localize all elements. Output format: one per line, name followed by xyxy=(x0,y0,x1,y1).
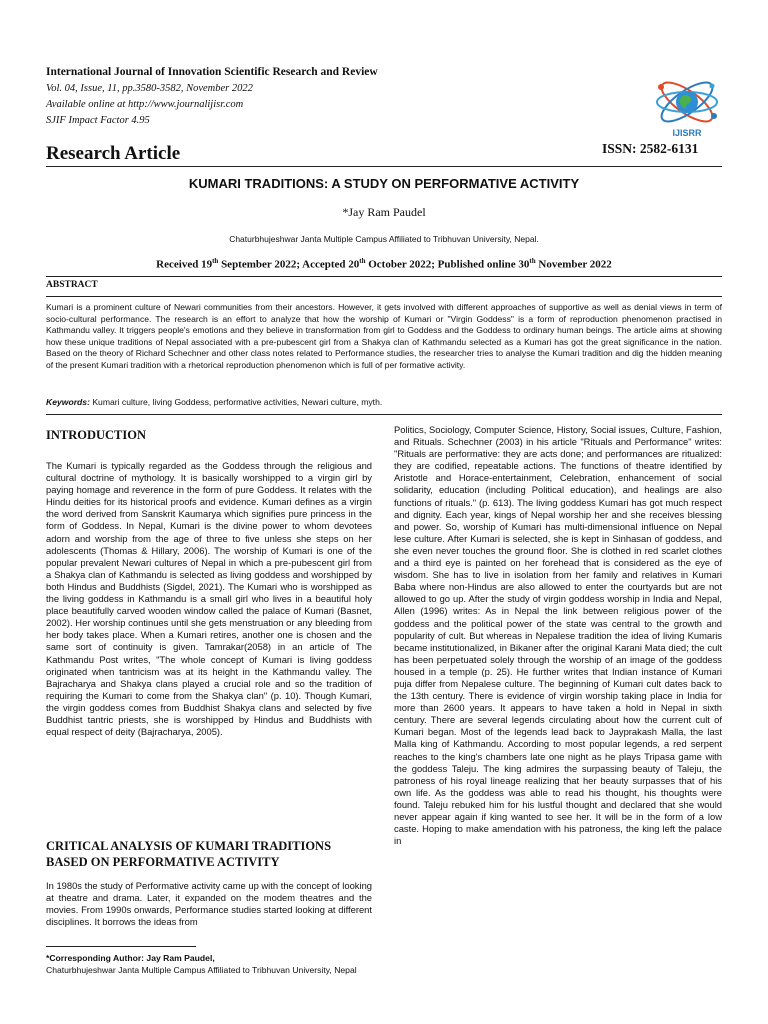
journal-logo xyxy=(652,72,722,144)
article-dates: Received 19th September 2022; Accepted 20th October 2022; Published online 30th November 2022 xyxy=(156,257,612,271)
intro-heading: INTRODUCTION xyxy=(46,428,147,442)
article-title: KUMARI TRADITIONS: A STUDY ON PERFORMATIVE ACTIVITY xyxy=(188,176,580,191)
article-type: Research Article xyxy=(46,143,181,164)
corresponding-author: *Corresponding Author: Jay Ram Paudel, Chaturbhujeshwar Janta Multiple Campus Affiliated to Tribhuvan University, Nepal xyxy=(46,953,357,975)
author-affiliation: Chaturbhujeshwar Janta Multiple Campus Affiliated to Tribhuvan University, Nepal. xyxy=(229,234,539,244)
abstract-top-rule xyxy=(46,276,722,277)
logo-text: IJISRR xyxy=(672,128,702,138)
intro-text: The Kumari is typically regarded as the Goddess through the religious and cultural doctrine of mythology. It is basically worshipped to a virgin girl by paying homage and reverence in the form of pure Goddess. It relates with the Hindu deities for its historical proofs and evidence. Kumari defines as a virgin the word derived from Sanskrit Kaumarya which signifies pure princess in the form of Goddess. In Nepal, Kumari is the divine power to whom devotees adorn and worship from the age of three to five unless she steps on her adolescents (Thomas & Hillary, 2006). The worship of Kumari is one of the popular prevalent Newari cultures of Nepal in which a pre-pubescent girl from a Shakya clan of Kathmandu is selected as living goddess and worshipped by both Hindus and Buddhists (Sigdel, 2021). The Kumari who is worshipped as the living goddess in Kathmandu is a small girl who lives in a beautiful holy place beautifully carved wooden window called the palace of Kumari (Basnet, 2002). Her worship continues until she gets menstruation or any bleeding from her body takes place. When a Kumari retires, another one is chosen and the same sort of continuity is given. Tamrakar(2058) in an article of The Kathmandu Post writes, "The whole concept of Kumari is living goddess originated when tantricism was at its height in the Kathmandu valley. The Bajracharya and Shakya clans played a crucial role and so the tradition of requiring the Kumari to come from the Shakya clan" (p. 10). Though Kumari, the virgin goddess comes from Buddhist Shakya clans and selected by five Buddhist tantric priests, she is worshipped by Hindus and Buddhists with equal respect of deity (Bajracharya, 2005). xyxy=(46,460,372,738)
author-name: *Jay Ram Paudel xyxy=(342,205,426,219)
critical-analysis-heading: CRITICAL ANALYSIS OF KUMARI TRADITIONS BASED ON PERFORMATIVE ACTIVITY xyxy=(46,839,332,869)
header-rule xyxy=(46,166,722,167)
journal-volume: Vol. 04, Issue, 11, pp.3580-3582, November 2022 xyxy=(46,83,253,94)
journal-impact-factor: SJIF Impact Factor 4.95 xyxy=(46,115,150,126)
right-column-text: Politics, Sociology, Computer Science, History, Social issues, Culture, Fashion, and Rituals. Schechner (2003) in his article "Rituals and Performance" writes: "Rituals are performative: they are acts done; and performances are ritualized: they are codified, repeatable actions. The functions of theatre identified by Aristotle and Horace-entertainment, Celebration, enhancement of social solidarity, education (including Political education), and healings are also functions of rituals." (p. 613). The living goddess Kumari has got much respect and dignity. Each year, kings of Nepal worship her and she receives blessing and power. So, worship of Kumari has multi-dimensional influence on Nepal lese culture. After Kumari is selected, she is kept in Sinhasan of goddess, and she even never touches the ground floor. She is clothed in red scarlet clothes and a third eye is painted on her forehead that is considered as the eye of wisdom. She has to live in isolation from her family and relatives in Kumari Baba where non-Hindus are also allowed to enter the courtyards but are not allowed to go up. After the study of virgin goddess worship in India and Nepal, Allen (1996) writes: As in Nepal the link between religious power of the goddess and the political power of the state was central to the growth and popularity of cult. But whereas in Nepalese tradition the idea of living Kumaris became institutionalized, in Bikaner after the original Karani Mata died; the cult has been perpetuated solely through the worship of an image of the goddess housed in a temple (p. 25). He further writes that Indian instance of Kumari puja differ from Nepalese culture. The beginning of Kumari cult dates back to the 13th century. There is evidence of virgin worship taking place in India for more than 2600 years. It appears to have taken a hold in Nepal in sixth century. There are several legends circulating about how the current cult of Kumari began. Most of the legends lead back to Jayprakash Malla, the last Malla king of Kathmandu. According to most popular legends, a red serpent reaches to the king's chambers late one night as he plays Tripasa game with the goddess Taleju. The king admires the surpassing beauty of Taleju, the patroness of his royal lineage realizing that her beauty surpasses that of his own life. As the goddess was able to read his thought, his thoughts were found. Taleju rebuked him for his lustful thought and declared that she would never appear again if king wanted to see her. It will be in the form of a low caste. Hoping to make amendation with his patroness, the king left the palace in xyxy=(394,424,722,847)
abstract-heading: ABSTRACT xyxy=(46,280,98,290)
critical-analysis-text: In 1980s the study of Performative activity came up with the concept of looking at theatre and drama. Later, it expanded on the modem theatres and the movies. From 1990s onwards, Performance studies started looking at different disciplines. It borrows the ideas from xyxy=(46,880,372,928)
abstract-heading-rule xyxy=(46,296,722,297)
footnote-rule xyxy=(46,946,196,947)
journal-name: International Journal of Innovation Scientific Research and Review xyxy=(46,66,378,78)
journal-url: Available online at http://www.journalijisr.com xyxy=(46,99,244,110)
abstract-bottom-rule xyxy=(46,414,722,415)
keywords: Keywords: Kumari culture, living Goddess, performative activities, Newari culture, myth. xyxy=(46,397,383,407)
abstract-text: Kumari is a prominent culture of Newari communities from their ancestors. However, it gets involved with different approaches of supportive as well as denial views in term of socio-cultural performance. The research is an effort to analyze that how the worship of Kumari or "Virgin Goddess" is a form of reproduction phenomenon practised in Kathmandu valley. It triggers people's emotions and they believe in transformation from girl to Goddess and the Goddess to ordinary human beings. The article aims at showing how these unique traditions of Nepal associated with a pre-pubescent girl from a Shakya clan of Kathmandu selected as a Kumari has got the great significance in the nation. Based on the theory of Richard Schechner and other class notes related to Performance studies, the researcher tries to analyse the Kumari tradition and dig the hidden meaning of the present Kumari tradition with a rhetorical reproduction phenomenon which is full of per formative activity. xyxy=(46,302,722,370)
issn: ISSN: 2582-6131 xyxy=(602,141,699,156)
